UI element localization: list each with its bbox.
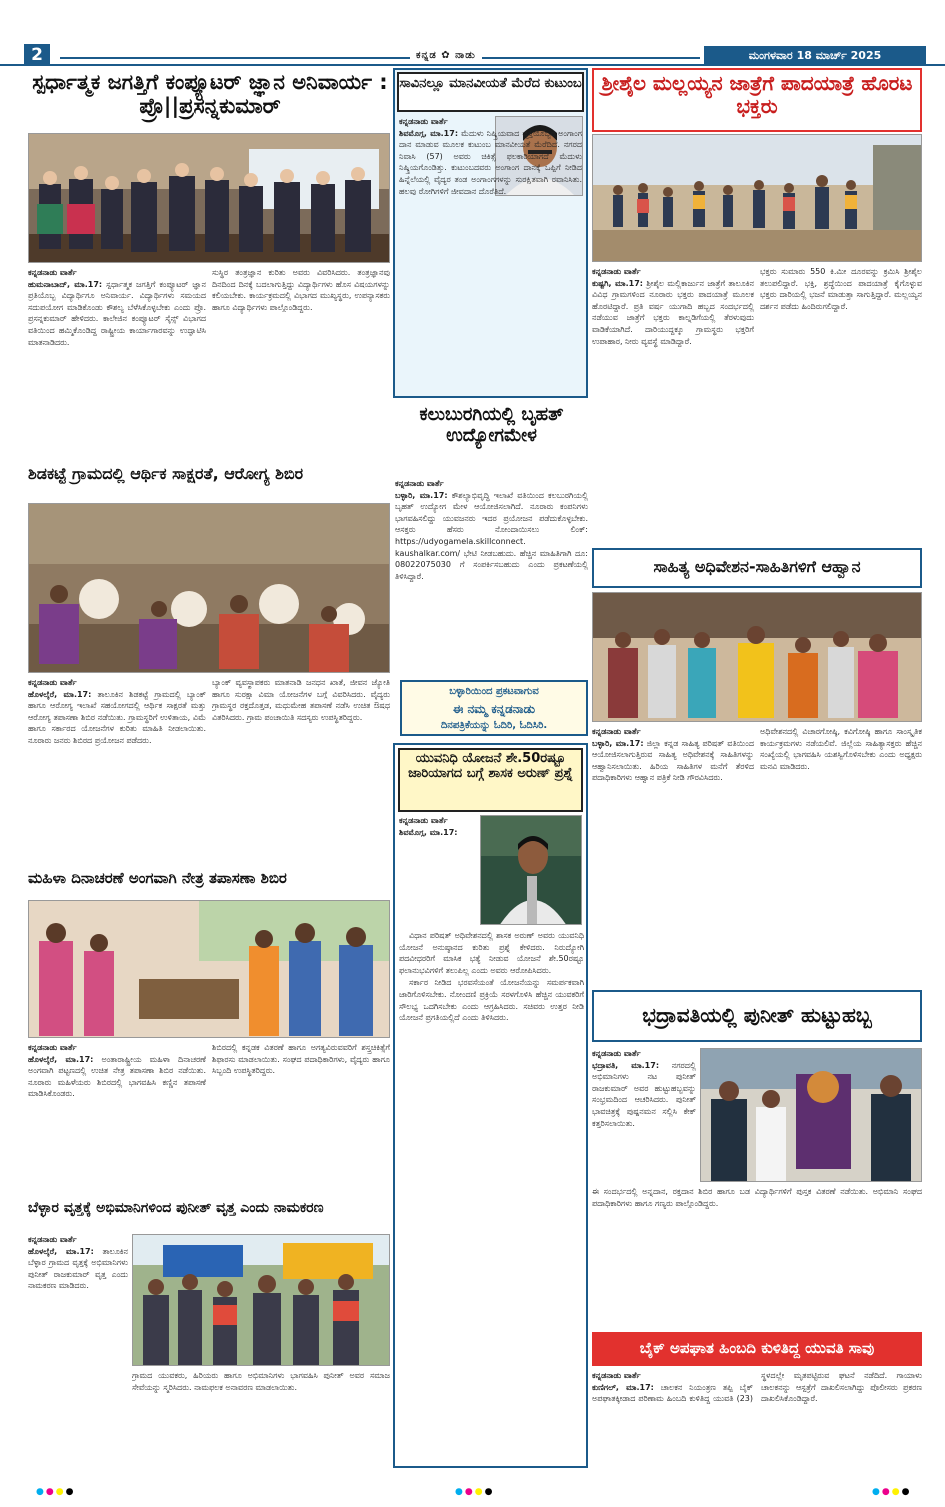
headline-shidlaghatta: ಶಿಡಕಟ್ಟೆ ಗ್ರಾಮದಲ್ಲಿ ಆರ್ಥಿಕ ಸಾಕ್ಷರತೆ, ಆರೋಗ್ಯ ಶಿಬಿರ	[28, 464, 304, 483]
article-nritya-col1	[28, 1234, 128, 1469]
byline: ಕನ್ನಡನಾಡು ವಾರ್ತೆ	[28, 1043, 77, 1052]
box-family	[393, 68, 588, 398]
article-puneeth-col1	[592, 1048, 696, 1183]
article-shidlaghatta-col1	[28, 677, 206, 862]
article-text: ಸ್ಪರ್ಧಾತ್ಮಕ ಜಗತ್ತಿಗೆ ಕಂಪ್ಯೂಟರ್ ಜ್ಞಾನ ಪ್ರತಿಯೊಬ್ಬ ವಿದ್ಯಾರ್ಥಿಗೂ ಅನಿವಾರ್ಯ. ವಿದ್ಯಾರ್ಥಿಗಳು ಸಮಯದ ಸದುಪಯೋಗ ಮಾಡಿಕೊಂಡು ಕೌಶಲ್ಯ ಬೆಳೆಸಿಕೊಳ್ಳಬೇಕು ಎಂದು ಪ್ರೊ. ಪ್ರಸನ್ನಕುಮಾರ್ ಹೇಳಿದರು. ಕಾಲೇಜಿನ ಕಂಪ್ಯೂಟರ್ ಸೈನ್ಸ್ ವಿಭಾಗದ ವತಿಯಿಂದ ಹಮ್ಮಿಕೊಂಡಿದ್ದ ರಾಷ್ಟ್ರೀಯ ಕಾರ್ಯಾಗಾರವನ್ನು ಉದ್ಘಾಟಿಸಿ ಮಾತನಾಡಿದರು.	[28, 279, 206, 347]
article-text: ಸರ್ಕಾರ ನೀಡಿದ ಭರವಸೆಯಂತೆ ಯೋಜನೆಯನ್ನು ಸಮರ್ಪಕವಾಗಿ ಜಾರಿಗೊಳಿಸಬೇಕು. ನೋಂದಣಿ ಪ್ರಕ್ರಿಯೆ ಸರಳಗೊಳಿಸಿ ಹೆಚ್ಚಿನ ಯುವಕರಿಗೆ ಸೌಲಭ್ಯ ಒದಗಿಸಬೇಕು ಎಂದು ಆಗ್ರಹಿಸಿದರು. ಸಚಿವರು ಉತ್ತರ ನೀಡಿ ಯೋಜನೆ ಪ್ರಗತಿಯಲ್ಲಿದೆ ಎಂದು ತಿಳಿಸಿದರು.	[399, 978, 584, 1023]
photo-shidlaghatta	[28, 503, 390, 673]
article-padayatre-col1	[592, 266, 754, 541]
article-sahitya-col1	[592, 726, 754, 926]
dateline: ಬಳ್ಳಾರಿ, ಮಾ.17:	[592, 738, 644, 748]
article-text: ಶಿಬಿರದಲ್ಲಿ ಕನ್ನಡಕ ವಿತರಣೆ ಹಾಗೂ ಅಗತ್ಯವಿರುವವರಿಗೆ ಶಸ್ತ್ರಚಿಕಿತ್ಸೆಗೆ ಶಿಫಾರಸು ಮಾಡಲಾಯಿತು. ಸಂಘದ ಪದಾಧಿಕಾರಿಗಳು, ವೈದ್ಯರು ಹಾಗೂ ಸಿಬ್ಬಂದಿ ಉಪಸ್ಥಿತರಿದ್ದರು.	[212, 1043, 390, 1076]
article-text: ಈ ಸಂದರ್ಭದಲ್ಲಿ ಅನ್ನದಾನ, ರಕ್ತದಾನ ಶಿಬಿರ ಹಾಗೂ ಬಡ ವಿದ್ಯಾರ್ಥಿಗಳಿಗೆ ಪುಸ್ತಕ ವಿತರಣೆ ನಡೆಯಿತು. ಅಭಿಮಾನಿ ಸಂಘದ ಪದಾಧಿಕಾರಿಗಳು ಹಾಗೂ ಗಣ್ಯರು ಪಾಲ್ಗೊಂಡಿದ್ದರು.	[592, 1187, 922, 1208]
dateline: ಶಿವಮೊಗ್ಗ, ಮಾ.17:	[399, 128, 459, 138]
headline-bike: ಬೈಕ್ ಅಪಘಾತ ಹಿಂಬದಿ ಕುಳಿತಿದ್ದ ಯುವತಿ ಸಾವು	[639, 1339, 875, 1357]
article-nritya-col2	[132, 1370, 390, 1470]
article-text: ಗ್ರಾಮದ ಯುವಕರು, ಹಿರಿಯರು ಹಾಗೂ ಅಭಿಮಾನಿಗಳು ಭಾಗವಹಿಸಿ ಪುನೀತ್ ಅವರ ಸಮಾಜ ಸೇವೆಯನ್ನು ಸ್ಮರಿಸಿದರು. ನಾಮಫಲಕ ಅನಾವರಣ ಮಾಡಲಾಯಿತು.	[132, 1371, 390, 1392]
article-text: ತಾಲೂಕಿನ ಶಿಡಕಟ್ಟೆ ಗ್ರಾಮದಲ್ಲಿ ಬ್ಯಾಂಕ್ ಹಾಗೂ ಆರೋಗ್ಯ ಇಲಾಖೆ ಸಹಯೋಗದಲ್ಲಿ ಆರ್ಥಿಕ ಸಾಕ್ಷರತೆ ಮತ್ತು ಆರೋಗ್ಯ ತಪಾಸಣಾ ಶಿಬಿರ ನಡೆಯಿತು. ಗ್ರಾಮಸ್ಥರಿಗೆ ಉಳಿತಾಯ, ವಿಮೆ ಹಾಗೂ ಸರ್ಕಾರದ ಯೋಜನೆಗಳ ಕುರಿತು ಮಾಹಿತಿ ನೀಡಲಾಯಿತು. ನೂರಾರು ಜನರು ಶಿಬಿರದ ಪ್ರಯೋಜನ ಪಡೆದರು.	[28, 689, 206, 745]
article-computer-col2	[212, 267, 390, 457]
masthead-rule	[60, 57, 700, 59]
headline-puneeth-band	[592, 990, 922, 1042]
article-text: ಚಾಲಕನ ನಿಯಂತ್ರಣ ತಪ್ಪಿ ಬೈಕ್ ಅಪಘಾತಕ್ಕೀಡಾದ ಪರಿಣಾಮ ಹಿಂಬದಿ ಕುಳಿತಿದ್ದ ಯುವತಿ (23) ಸ್ಥಳದಲ್ಲೇ ಮೃತಪಟ್ಟಿರುವ ಘಟನೆ ನಡೆದಿದೆ. ಗಾಯಾಳು ಚಾಲಕನನ್ನು ಆಸ್ಪತ್ರೆಗೆ ದಾಖಲಿಸಲಾಗಿದ್ದು ಪೊಲೀಸರು ಪ್ರಕರಣ ದಾಖಲಿಸಿಕೊಂಡಿದ್ದಾರೆ.	[592, 1371, 922, 1404]
ad-line-3: ದಿನಪತ್ರಿಕೆಯನ್ನು ಓದಿರಿ, ಓದಿಸಿರಿ.	[440, 720, 548, 732]
article-mahila-col1	[28, 1042, 206, 1197]
brand-name: ಕನ್ನಡ ✿ ನಾಡು	[410, 50, 482, 61]
headline-sahitya: ಸಾಹಿತ್ಯ ಅಧಿವೇಶನ-ಸಾಹಿತಿಗಳಿಗೆ ಆಹ್ವಾನ	[653, 557, 861, 576]
ad-box	[400, 680, 588, 736]
article-text: ಕೌಶಲ್ಯಾಭಿವೃದ್ಧಿ ಇಲಾಖೆ ವತಿಯಿಂದ ಕಲಬುರಗಿಯಲ್ಲಿ ಬೃಹತ್ ಉದ್ಯೋಗ ಮೇಳ ಆಯೋಜಿಸಲಾಗಿದೆ. ನೂರಾರು ಕಂಪನಿಗಳು ಭಾಗವಹಿಸಲಿದ್ದು ಯುವಜನರು ಇದರ ಪ್ರಯೋಜನ ಪಡೆದುಕೊಳ್ಳಬೇಕು. ಆಸಕ್ತರು ಹೆಸರು ನೋಂದಾಯಿಸಲು ಲಿಂಕ್: https://udyogamela.skillconnect. kaushalkar.com/ ಭೇಟಿ ನೀಡಬಹುದು. ಹೆಚ್ಚಿನ ಮಾಹಿತಿಗಾಗಿ ದೂ: 08022075030 ಗೆ ಸಂಪರ್ಕಿಸಬಹುದು ಎಂದು ಪ್ರಕಟಣೆಯಲ್ಲಿ ತಿಳಿಸಿದ್ದಾರೆ.	[395, 490, 588, 581]
article-udyoga-text	[395, 478, 588, 673]
photo-puneeth	[700, 1048, 922, 1182]
dateline: ಭದ್ರಾವತಿ, ಮಾ.17:	[592, 1060, 660, 1070]
dateline: ಬಳ್ಳಾರಿ, ಮಾ.17:	[395, 490, 448, 500]
dateline: ಹೊಳಲ್ಕೆರೆ, ಮಾ.17:	[28, 1054, 94, 1064]
headline-sahitya-band	[592, 548, 922, 588]
headline-udyoga: ಕಲುಬುರಗಿಯಲ್ಲಿ ಬೃಹತ್ ಉದ್ಯೋಗಮೇಳ	[419, 404, 564, 446]
byline: ಕನ್ನಡನಾಡು ವಾರ್ತೆ	[395, 479, 444, 488]
dateline: ಶಿವಮೊಗ್ಗ, ಮಾ.17:	[399, 827, 458, 837]
photo-padayatre-graphic	[593, 135, 922, 262]
article-text: ಸುಸ್ಥಿರ ತಂತ್ರಜ್ಞಾನ ಕುರಿತು ಅವರು ವಿವರಿಸಿದರು. ತಂತ್ರಜ್ಞಾನವು ದಿನದಿಂದ ದಿನಕ್ಕೆ ಬದಲಾಗುತ್ತಿದ್ದು ವಿದ್ಯಾರ್ಥಿಗಳು ಹೊಸ ವಿಷಯಗಳನ್ನು ಕಲಿಯಬೇಕು. ಕಾರ್ಯಕ್ರಮದಲ್ಲಿ ವಿಭಾಗದ ಮುಖ್ಯಸ್ಥರು, ಉಪನ್ಯಾಸಕರು ಹಾಗೂ ವಿದ್ಯಾರ್ಥಿಗಳು ಪಾಲ್ಗೊಂಡಿದ್ದರು.	[212, 268, 390, 312]
dateline: ಹೊಳಲ್ಕೆರೆ, ಮಾ.17:	[28, 689, 92, 699]
article-text: ಜಿಲ್ಲಾ ಕನ್ನಡ ಸಾಹಿತ್ಯ ಪರಿಷತ್ ವತಿಯಿಂದ ಆಯೋಜಿಸಲಾಗುತ್ತಿರುವ ಸಾಹಿತ್ಯ ಅಧಿವೇಶನಕ್ಕೆ ಸಾಹಿತಿಗಳನ್ನು ಆಹ್ವಾನಿಸಲಾಯಿತು. ಹಿರಿಯ ಸಾಹಿತಿಗಳ ಮನೆಗೆ ತೆರಳಿದ ಪದಾಧಿಕಾರಿಗಳು ಆಹ್ವಾನ ಪತ್ರಿಕೆ ನೀಡಿ ಗೌರವಿಸಿದರು.	[592, 738, 754, 783]
article-text: ಮೆದುಳು ನಿಷ್ಕ್ರಿಯವಾದ ವ್ಯಕ್ತಿಯೊಬ್ಬರ ಅಂಗಾಂಗ ದಾನ ಮಾಡುವ ಮೂಲಕ ಕುಟುಂಬ ಮಾನವೀಯತೆ ಮೆರೆದಿದೆ. ನಗರದ ನಿವಾಸಿ (57) ಅವರು ಚಿಕಿತ್ಸೆ ಫಲಕಾರಿಯಾಗದೆ ಮೆದುಳು ನಿಷ್ಕ್ರಿಯಗೊಂಡಿತ್ತು. ಕುಟುಂಬದವರು ಅಂಗಾಂಗ ದಾನಕ್ಕೆ ಒಪ್ಪಿಗೆ ನೀಡಿದ ಹಿನ್ನೆಲೆಯಲ್ಲಿ ವೈದ್ಯರ ತಂಡ ಅಂಗಾಂಗಗಳನ್ನು ಸುರಕ್ಷಿತವಾಗಿ ರವಾನಿಸಿತು. ಹಲವು ರೋಗಿಗಳಿಗೆ ಜೀವದಾನ ದೊರೆತಿದೆ.	[399, 128, 582, 196]
article-text: ಅಂತಾರಾಷ್ಟ್ರೀಯ ಮಹಿಳಾ ದಿನಾಚರಣೆ ಅಂಗವಾಗಿ ಪಟ್ಟಣದಲ್ಲಿ ಉಚಿತ ನೇತ್ರ ತಪಾಸಣಾ ಶಿಬಿರ ನಡೆಯಿತು. ನೂರಾರು ಮಹಿಳೆಯರು ಶಿಬಿರದಲ್ಲಿ ಭಾಗವಹಿಸಿ ಕಣ್ಣಿನ ತಪಾಸಣೆ ಮಾಡಿಸಿಕೊಂಡರು.	[28, 1054, 206, 1099]
dateline: ಕುಷ್ಟಗಿ, ಮಾ.17:	[592, 278, 643, 288]
byline: ಕನ್ನಡನಾಡು ವಾರ್ತೆ	[592, 267, 641, 276]
registration-marks-right: ●●●●	[872, 1487, 912, 1497]
photo-computer	[28, 133, 390, 263]
photo-nritya	[132, 1234, 390, 1366]
photo-sahitya	[592, 592, 922, 722]
byline: ಕನ್ನಡನಾಡು ವಾರ್ತೆ	[592, 727, 641, 736]
headline-yuvanidhi: ಯುವನಿಧಿ ಯೋಜನೆ ಶೇ.50ರಷ್ಟೂ ಜಾರಿಯಾಗದ ಬಗ್ಗೆ ಶಾಸಕ ಅರುಣ್ ಪ್ರಶ್ನೆ	[398, 748, 583, 812]
article-family-text	[399, 116, 582, 394]
article-padayatre-col2	[760, 266, 922, 541]
photo-mla	[480, 815, 582, 925]
photo-nritya-graphic	[133, 1235, 390, 1366]
byline: ಕನ್ನಡನಾಡು ವಾರ್ತೆ	[399, 816, 448, 825]
photo-puneeth-graphic	[701, 1049, 922, 1182]
photo-mla-graphic	[481, 816, 582, 925]
dateline: ಹೊಳಲ್ಕೆರೆ, ಮಾ.17:	[28, 1246, 94, 1256]
ad-line-2: ಈ ನಮ್ಮ ಕನ್ನಡನಾಡು	[452, 701, 536, 716]
byline: ಕನ್ನಡನಾಡು ವಾರ್ತೆ	[28, 268, 77, 277]
byline: ಕನ್ನಡನಾಡು ವಾರ್ತೆ	[592, 1371, 641, 1380]
headline-puneeth: ಭದ್ರಾವತಿಯಲ್ಲಿ ಪುನೀತ್ ಹುಟ್ಟುಹಬ್ಬ	[642, 1003, 872, 1027]
headline-padayatre-band	[592, 68, 922, 132]
photo-shidlaghatta-graphic	[29, 504, 390, 673]
photo-sahitya-graphic	[593, 593, 922, 722]
photo-mahila-graphic	[29, 901, 390, 1038]
headline-computer: ಸ್ಪರ್ಧಾತ್ಮಕ ಜಗತ್ತಿಗೆ ಕಂಪ್ಯೂಟರ್ ಜ್ಞಾನ ಅನಿವಾರ್ಯ : ಪ್ರೊ||ಪ್ರಸನ್ನಕುಮಾರ್	[32, 70, 388, 119]
byline: ಕನ್ನಡನಾಡು ವಾರ್ತೆ	[399, 117, 448, 126]
headline-nritya: ಬೆಳ್ಳಾರ ವೃತ್ತಕ್ಕೆ ಅಭಿಮಾನಿಗಳಿಂದ ಪುನೀತ್ ವೃತ್ತ ಎಂದು ನಾಮಕರಣ	[28, 1200, 324, 1216]
article-text: ವಿಧಾನ ಪರಿಷತ್ ಅಧಿವೇಶನದಲ್ಲಿ ಶಾಸಕ ಅರುಣ್ ಅವರು ಯುವನಿಧಿ ಯೋಜನೆ ಅನುಷ್ಠಾನದ ಕುರಿತು ಪ್ರಶ್ನೆ ಕೇಳಿದರು. ನಿರುದ್ಯೋಗಿ ಪದವೀಧರರಿಗೆ ಮಾಸಿಕ ಭತ್ಯೆ ನೀಡುವ ಯೋಜನೆ ಶೇ.50ರಷ್ಟೂ ಫಲಾನುಭವಿಗಳಿಗೆ ತಲುಪಿಲ್ಲ ಎಂದು ಅವರು ಆರೋಪಿಸಿದರು.	[399, 931, 584, 975]
issue-date: ಮಂಗಳವಾರ 18 ಮಾರ್ಚ್ 2025	[704, 46, 926, 66]
dateline: ಹುಮನಾಬಾದ್, ಮಾ.17:	[28, 279, 103, 289]
article-text: ನಗರದಲ್ಲಿ ಅಭಿಮಾನಿಗಳು ನಟ ಪುನೀತ್ ರಾಜಕುಮಾರ್ ಅವರ ಹುಟ್ಟುಹಬ್ಬವನ್ನು ಸಂಭ್ರಮದಿಂದ ಆಚರಿಸಿದರು. ಪುನೀತ್ ಭಾವಚಿತ್ರಕ್ಕೆ ಪುಷ್ಪನಮನ ಸಲ್ಲಿಸಿ ಕೇಕ್ ಕತ್ತರಿಸಲಾಯಿತು.	[592, 1060, 696, 1128]
dateline: ಕುಣಿಗಲ್, ಮಾ.17:	[592, 1382, 654, 1392]
byline: ಕನ್ನಡನಾಡು ವಾರ್ತೆ	[28, 678, 77, 687]
article-puneeth-col2	[592, 1186, 922, 1326]
article-text: ಶ್ರೀಶೈಲ ಮಲ್ಲಿಕಾರ್ಜುನ ಜಾತ್ರೆಗೆ ತಾಲೂಕಿನ ವಿವಿಧ ಗ್ರಾಮಗಳಿಂದ ನೂರಾರು ಭಕ್ತರು ಪಾದಯಾತ್ರೆ ಮೂಲಕ ಹೊರಟಿದ್ದಾರೆ. ಪ್ರತಿ ವರ್ಷ ಯುಗಾದಿ ಹಬ್ಬದ ಸಂದರ್ಭದಲ್ಲಿ ನಡೆಯುವ ಜಾತ್ರೆಗೆ ಭಕ್ತರು ಕಾಲ್ನಡಿಗೆಯಲ್ಲಿ ತೆರಳುವುದು ವಾಡಿಕೆಯಾಗಿದೆ. ದಾರಿಯುದ್ದಕ್ಕೂ ಗ್ರಾಮಸ್ಥರು ಭಕ್ತರಿಗೆ ಉಪಾಹಾರ, ನೀರು ವ್ಯವಸ್ಥೆ ಮಾಡಿದ್ದಾರೆ.	[592, 278, 754, 346]
article-mahila-col2	[212, 1042, 390, 1197]
box-yuvanidhi	[393, 743, 588, 1468]
byline: ಕನ್ನಡನಾಡು ವಾರ್ತೆ	[592, 1049, 641, 1058]
article-bike-text	[592, 1370, 922, 1470]
headline-family: ಸಾವಿನಲ್ಲೂ ಮಾನವೀಯತೆ ಮೆರೆದ ಕುಟುಂಬ	[397, 72, 584, 112]
photo-mahila	[28, 900, 390, 1038]
article-yuvanidhi-text2	[399, 930, 584, 1460]
headline-padayatre: ಶ್ರೀಶೈಲ ಮಲ್ಲಯ್ಯನ ಜಾತ್ರೆಗೆ ಪಾದಯಾತ್ರೆ ಹೊರಟ ಭಕ್ತರು	[601, 71, 913, 118]
headline-bike-band	[592, 1332, 922, 1366]
ad-line-1: ಬಳ್ಳಾರಿಯಿಂದ ಪ್ರಕಟವಾಗುವ	[449, 686, 539, 697]
article-sahitya-col2	[760, 726, 922, 926]
registration-marks-center: ●●●●	[455, 1487, 495, 1497]
article-text: ಬ್ಯಾಂಕ್ ವ್ಯವಸ್ಥಾಪಕರು ಮಾತನಾಡಿ ಜನಧನ ಖಾತೆ, ಜೀವನ ಜ್ಯೋತಿ ಹಾಗೂ ಸುರಕ್ಷಾ ವಿಮಾ ಯೋಜನೆಗಳ ಬಗ್ಗೆ ವಿವರಿಸಿದರು. ವೈದ್ಯರು ಗ್ರಾಮಸ್ಥರ ರಕ್ತದೊತ್ತಡ, ಮಧುಮೇಹ ತಪಾಸಣೆ ನಡೆಸಿ ಉಚಿತ ಔಷಧ ವಿತರಿಸಿದರು. ಗ್ರಾಮ ಪಂಚಾಯಿತಿ ಸದಸ್ಯರು ಉಪಸ್ಥಿತರಿದ್ದರು.	[212, 678, 390, 722]
headline-mahila: ಮಹಿಳಾ ದಿನಾಚರಣೆ ಅಂಗವಾಗಿ ನೇತ್ರ ತಪಾಸಣಾ ಶಿಬಿರ	[28, 869, 287, 887]
article-text: ಭಕ್ತರು ಸುಮಾರು 550 ಕಿ.ಮೀ ದೂರವನ್ನು ಕ್ರಮಿಸಿ ಶ್ರೀಶೈಲ ತಲುಪಲಿದ್ದಾರೆ. ಭಕ್ತಿ, ಶ್ರದ್ಧೆಯಿಂದ ಪಾದಯಾತ್ರೆ ಕೈಗೊಳ್ಳುವ ಭಕ್ತರು ದಾರಿಯಲ್ಲಿ ಭಜನೆ ಮಾಡುತ್ತಾ ಸಾಗುತ್ತಿದ್ದಾರೆ. ಮಲ್ಲಯ್ಯನ ದರ್ಶನ ಪಡೆದು ಹಿಂದಿರುಗಲಿದ್ದಾರೆ.	[760, 267, 922, 311]
article-text: ಅಧಿವೇಶನದಲ್ಲಿ ವಿಚಾರಗೋಷ್ಠಿ, ಕವಿಗೋಷ್ಠಿ ಹಾಗೂ ಸಾಂಸ್ಕೃತಿಕ ಕಾರ್ಯಕ್ರಮಗಳು ನಡೆಯಲಿವೆ. ಜಿಲ್ಲೆಯ ಸಾಹಿತ್ಯಾಸಕ್ತರು ಹೆಚ್ಚಿನ ಸಂಖ್ಯೆಯಲ್ಲಿ ಭಾಗವಹಿಸಿ ಯಶಸ್ವಿಗೊಳಿಸಬೇಕು ಎಂದು ಅಧ್ಯಕ್ಷರು ಮನವಿ ಮಾಡಿದರು.	[760, 727, 922, 771]
article-yuvanidhi-text1	[399, 815, 477, 927]
registration-marks-left: ●●●●	[36, 1487, 76, 1497]
photo-computer-graphic	[29, 134, 390, 263]
photo-padayatre	[592, 134, 922, 262]
page-number: 2	[24, 44, 50, 66]
masthead	[0, 0, 945, 66]
article-computer-col1	[28, 267, 206, 457]
article-shidlaghatta-col2	[212, 677, 390, 862]
byline: ಕನ್ನಡನಾಡು ವಾರ್ತೆ	[28, 1235, 77, 1244]
article-text: ತಾಲೂಕಿನ ಬೆಳ್ಳಾರ ಗ್ರಾಮದ ವೃತ್ತಕ್ಕೆ ಅಭಿಮಾನಿಗಳು ಪುನೀತ್ ರಾಜಕುಮಾರ್ ವೃತ್ತ ಎಂದು ನಾಮಕರಣ ಮಾಡಿದರು.	[28, 1246, 128, 1291]
